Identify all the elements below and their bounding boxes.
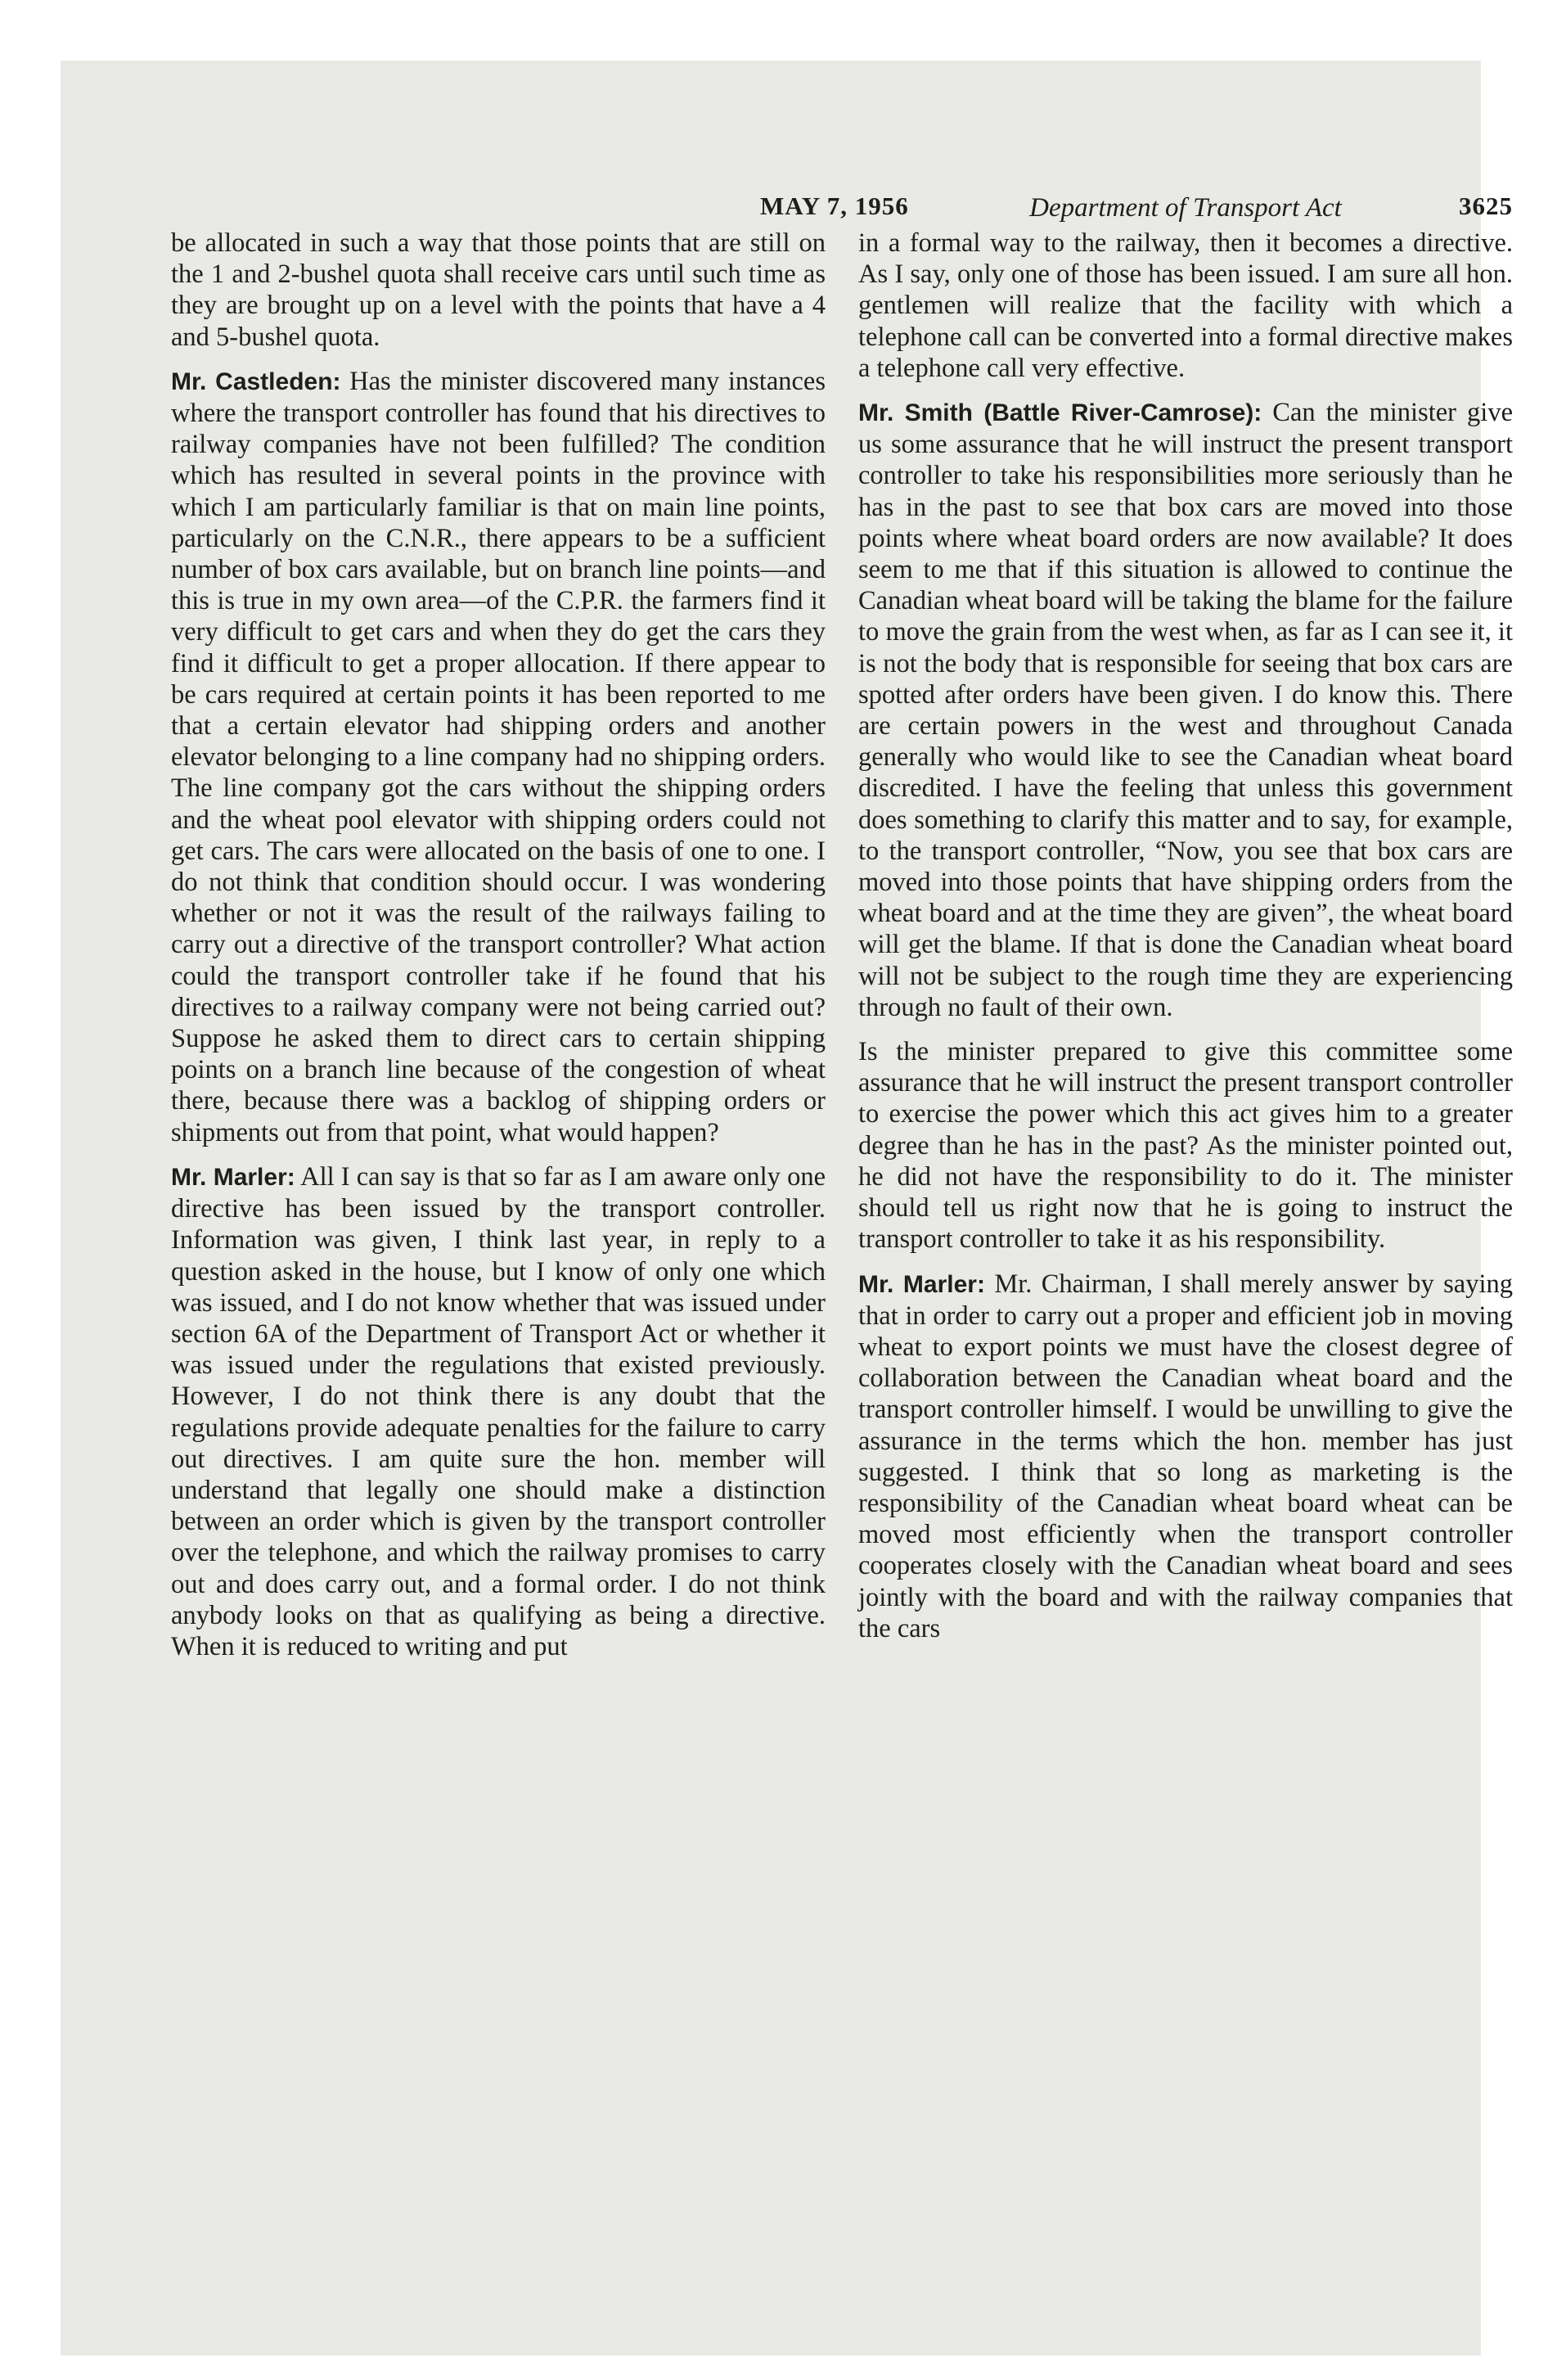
right-paragraph-1 <box>858 228 1513 384</box>
castleden-remarks: Has the minister discovered many instances where the transport controller has found that his directives to railway companies have not been fulfilled? The condition which has resulted in several points in the province with which I am particularly familiar is that on main line points, particularly on the C.N.R., there appears to be a sufficient number of box cars available, but on branch line points—and this is true in my own area—of the C.P.R. the farmers find it very difficult to get cars and when they do get the cars they find it difficult to get a proper allocation. If there appear to be cars required at certain points it has been reported to me that a certain elevator had shipping orders and another elevator belonging to a line company had no shipping orders. The line company got the cars without the shipping orders and the wheat pool elevator with shipping orders could not get cars. The cars were allocated on the basis of one to one. I do not think that condition should occur. I was wondering whether or not it was the result of the railways failing to carry out a directive of the transport controller? What action could the transport controller take if he found that his directives to a railway company were not being carried out? Suppose he asked them to direct cars to certain shipping points on a branch line because of the congestion of wheat there, because there was a backlog of shipping orders or shipments out from that point, what would happen? <box>171 366 826 1147</box>
right-paragraph-marler <box>858 1269 1513 1644</box>
smith-remarks-continued: Is the minister prepared to give this committee some assurance that he will instruct the present transport controller to exercise the power which this act gives him to a greater degree than he has in the past? As the minister pointed out, he did not have the responsibility to do it. The minister should tell us right now that he is going to instruct the transport controller to take it as his responsibility. <box>858 1037 1513 1255</box>
hansard-page <box>171 192 1513 1661</box>
right-paragraph-1-text: in a formal way to the railway, then it becomes a directive. As I say, only one of those has been issued. I am sure all hon. gentlemen will realize that the facility with which a telephone call can be converted into a formal directive makes a telephone call very effective. <box>858 228 1513 383</box>
right-paragraph-smith <box>858 397 1513 1023</box>
speaker-castleden: Mr. Castleden: <box>171 367 341 395</box>
speaker-smith: Mr. Smith (Battle River-Camrose): <box>858 399 1262 427</box>
header-date: MAY 7, 1956 <box>760 192 909 220</box>
left-column <box>171 228 826 1675</box>
speaker-marler: Mr. Marler: <box>171 1163 295 1191</box>
marler-remarks-2: Mr. Chairman, I shall merely answer by saying that in order to carry out a proper and efficient job in moving wheat to export points we must have the closest degree of collaboration between the Canadian wheat board and the transport controller himself. I would be unwilling to give the assurance in the terms which the hon. member has just suggested. I think that so long as marketing is the responsibility of the Canadian wheat board wheat can be moved most efficiently when the transport controller cooperates closely with the Canadian wheat board and sees jointly with the board and with the railway companies that the cars <box>858 1269 1513 1643</box>
marler-remarks-1: All I can say is that so far as I am aware only one directive has been issued by the transport controller. Information was given, I think last year, in reply to a question asked in the house, but I know of only one which was issued, and I do not know whether that was issued under section 6A of the Department of Transport Act or whether it was issued under the regulations that existed previously. However, I do not think there is any doubt that the regulations provide adequate penalties for the failure to carry out directives. I am quite sure the hon. member will understand that legally one should make a distinction between an order which is given by the transport controller over the telephone, and which the railway promises to carry out and does carry out, and a formal order. I do not think anybody looks on that as qualifying as being a directive. When it is reduced to writing and put <box>171 1161 826 1661</box>
left-paragraph-1-text: be allocated in such a way that those points that are still on the 1 and 2-bushel quota shall receive cars until such time as they are brought up on a level with the points that have a 4 and 5-bushel quota. <box>171 228 826 352</box>
page-number: 3625 <box>1459 192 1513 220</box>
scanned-page-background <box>61 61 1513 2355</box>
speaker-marler-2: Mr. Marler: <box>858 1270 985 1298</box>
right-paragraph-3 <box>858 1036 1513 1255</box>
left-paragraph-marler <box>171 1161 826 1662</box>
section-title: Department of Transport Act <box>1029 193 1342 223</box>
smith-remarks: Can the minister give us some assurance that he will instruct the present transport controller to take his responsibilities more seriously than he has in the past to see that box cars are moved into those points where wheat board orders are now available? It does seem to me that if this situation is allowed to continue the Canadian wheat board will be taking the blame for the failure to move the grain from the west when, as far as I can see it, it is not the body that is responsible for seeing that box cars are spotted after orders have been given. I do know this. There are certain powers in the west and throughout Canada generally who would like to see the Canadian wheat board discredited. I have the feeling that unless this government does something to clarify this matter and to say, for example, to the transport controller, “Now, you see that box cars are moved into those points that have shipping orders from the wheat board and at the time they are given”, the wheat board will get the blame. If that is done the Canadian wheat board will not be subject to the rough time they are experiencing through no fault of their own. <box>858 398 1513 1022</box>
left-paragraph-1 <box>171 228 826 353</box>
left-paragraph-castleden <box>171 366 826 1148</box>
